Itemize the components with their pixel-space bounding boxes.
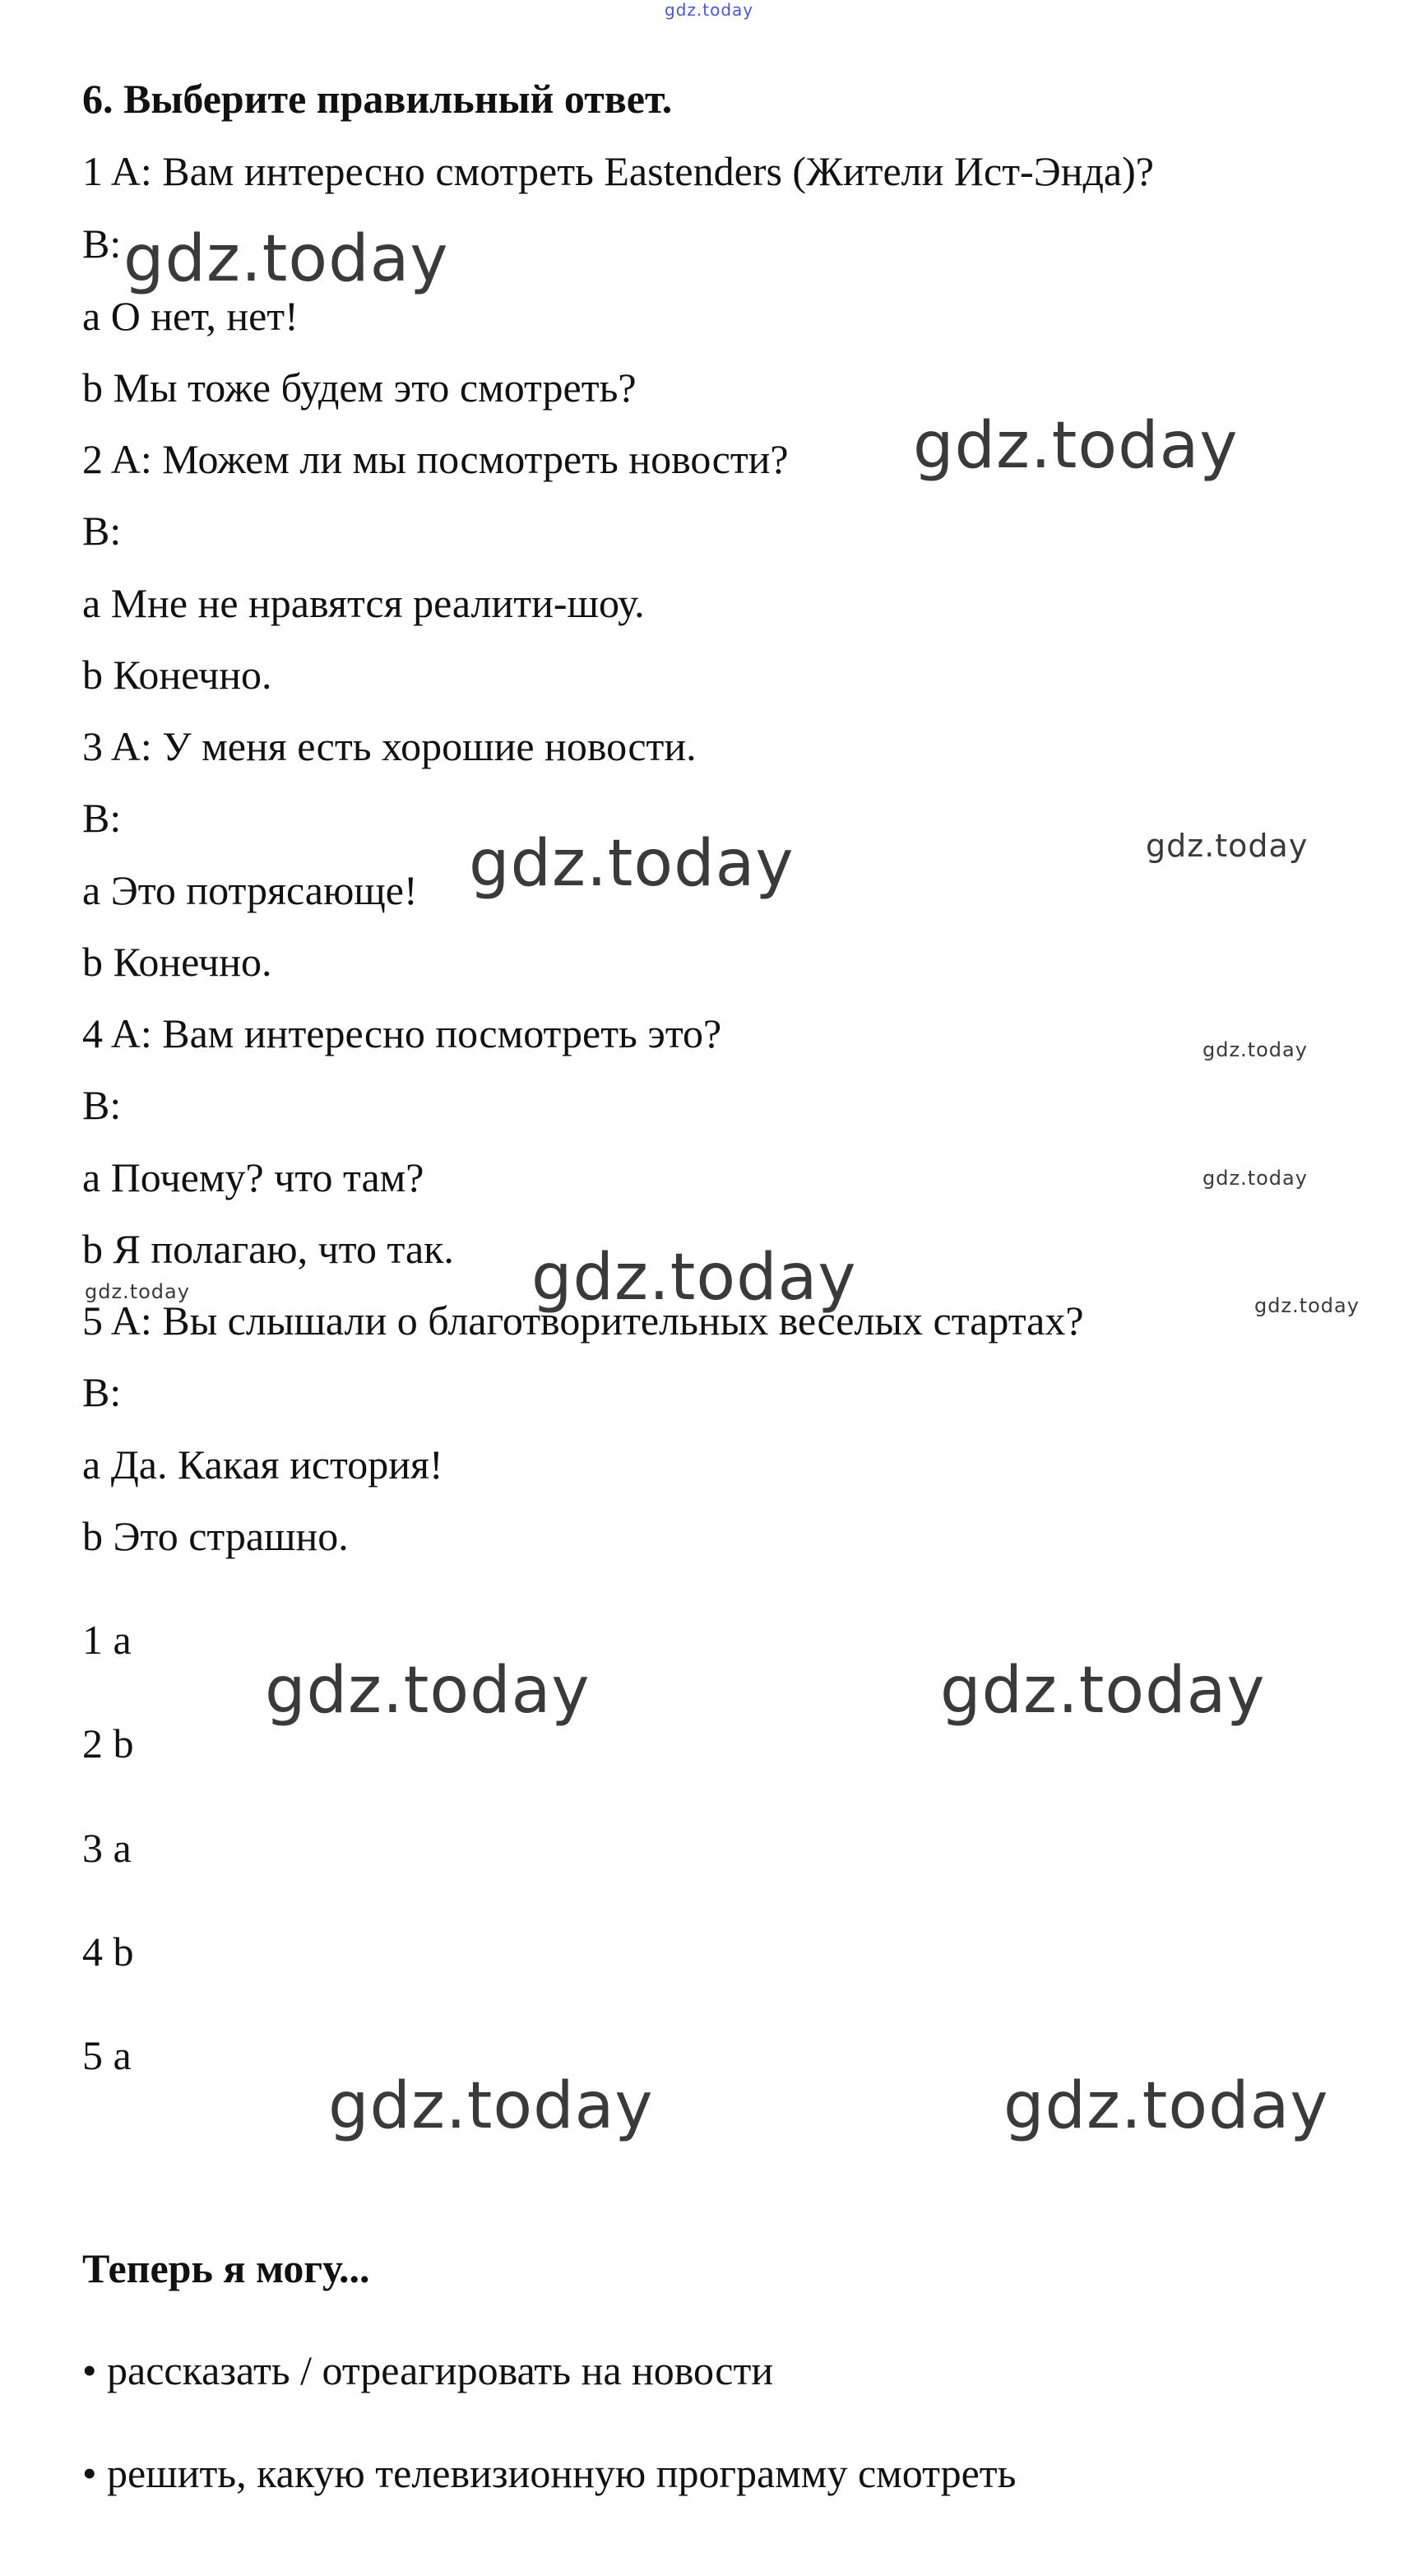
answer-4: 4 b: [82, 1929, 134, 1975]
question-4: 4 A: Вам интересно посмотреть это?: [82, 1010, 722, 1056]
watermark: gdz.today: [123, 222, 449, 296]
question-1: 1 A: Вам интересно смотреть Eastenders (Жители Ист-Энда)?: [82, 148, 1154, 194]
option-1b: b Мы тоже будем это смотреть?: [82, 364, 637, 411]
question-2-b: B:: [82, 508, 122, 554]
watermark: gdz.today: [85, 1280, 190, 1303]
watermark: gdz.today: [1254, 1294, 1360, 1317]
question-5: 5 A: Вы слышали о благотворительных веселых стартах?: [82, 1297, 1084, 1344]
option-4b: b Я полагаю, что так.: [82, 1226, 454, 1272]
question-1-b: B:: [82, 220, 122, 267]
watermark: gdz.today: [1202, 1038, 1308, 1061]
summary-title: Теперь я могу...: [82, 2245, 370, 2291]
watermark: gdz.today: [265, 1654, 591, 1728]
summary-item-1: • рассказать / отреагировать на новости: [82, 2347, 774, 2393]
exercise-title: 6. Выберите правильный ответ.: [82, 76, 673, 122]
watermark: gdz.today: [1003, 2069, 1329, 2143]
summary-item-2: • решить, какую телевизионную программу смотреть: [82, 2450, 1017, 2496]
answer-5: 5 a: [82, 2032, 132, 2078]
watermark: gdz.today: [531, 1241, 857, 1315]
watermark: gdz.today: [1202, 1167, 1308, 1190]
option-1a: a О нет, нет!: [82, 293, 299, 339]
question-5-b: B:: [82, 1369, 122, 1415]
option-3b: b Конечно.: [82, 939, 272, 985]
answer-1: 1 a: [82, 1617, 132, 1663]
watermark-top: gdz.today: [665, 0, 754, 20]
question-2: 2 A: Можем ли мы посмотреть новости?: [82, 436, 789, 482]
answer-3: 3 a: [82, 1825, 132, 1871]
question-4-b: B:: [82, 1082, 122, 1128]
option-2a: a Мне не нравятся реалити-шоу.: [82, 580, 645, 626]
watermark: gdz.today: [469, 827, 795, 901]
watermark: gdz.today: [940, 1654, 1266, 1728]
option-5a: a Да. Какая история!: [82, 1441, 443, 1488]
option-5b: b Это страшно.: [82, 1513, 349, 1559]
question-3-b: B:: [82, 795, 122, 841]
option-3a: a Это потрясающе!: [82, 867, 418, 913]
question-3: 3 A: У меня есть хорошие новости.: [82, 723, 697, 769]
watermark: gdz.today: [913, 409, 1239, 483]
watermark: gdz.today: [1146, 828, 1309, 864]
option-4a: a Почему? что там?: [82, 1154, 424, 1200]
watermark: gdz.today: [328, 2069, 654, 2143]
option-2b: b Конечно.: [82, 652, 272, 698]
answer-2: 2 b: [82, 1720, 134, 1766]
